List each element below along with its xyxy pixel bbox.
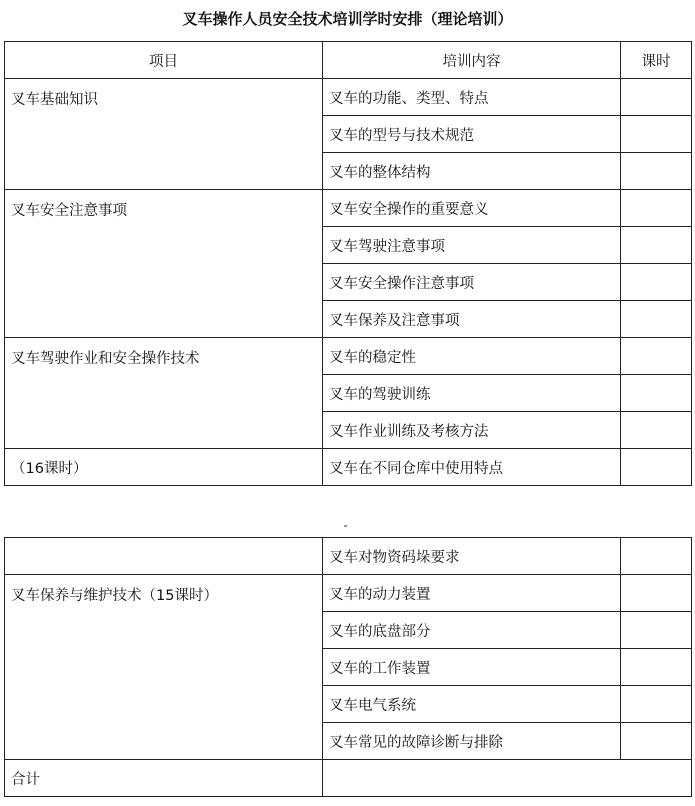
hours-cell [621, 723, 692, 760]
content-cell: 叉车对物资码垛要求 [323, 538, 621, 575]
content-cell: 叉车作业训练及考核方法 [323, 412, 621, 449]
hours-cell [621, 575, 692, 612]
content-cell: 叉车的整体结构 [323, 153, 621, 190]
total-row [5, 760, 692, 797]
header-hours: 课时 [621, 42, 692, 79]
table-row [5, 538, 692, 575]
content-cell: 叉车驾驶注意事项 [323, 227, 621, 264]
hours-cell [621, 375, 692, 412]
content-cell: 叉车安全操作的重要意义 [323, 190, 621, 227]
content-cell: 叉车电气系统 [323, 686, 621, 723]
project-cell-maintenance: 叉车保养与维护技术（15课时） [5, 575, 323, 760]
total-label: 合计 [5, 760, 323, 797]
hours-cell [621, 338, 692, 375]
page-break-mark [344, 525, 347, 527]
content-cell: 叉车的型号与技术规范 [323, 116, 621, 153]
project-cell-driving: 叉车驾驶作业和安全操作技术 [5, 338, 323, 449]
training-schedule-table-part2 [4, 537, 692, 797]
content-cell: 叉车安全操作注意事项 [323, 264, 621, 301]
hours-cell [621, 116, 692, 153]
table-row [5, 79, 692, 116]
table-row [5, 575, 692, 612]
content-cell: 叉车的驾驶训练 [323, 375, 621, 412]
hours-cell [621, 649, 692, 686]
hours-cell [621, 612, 692, 649]
header-project: 项目 [5, 42, 323, 79]
content-cell: 叉车的稳定性 [323, 338, 621, 375]
total-value [323, 760, 692, 797]
hours-cell [621, 79, 692, 116]
hours-cell [621, 686, 692, 723]
content-cell: 叉车常见的故障诊断与排除 [323, 723, 621, 760]
hours-cell [621, 227, 692, 264]
hours-cell [621, 538, 692, 575]
document-title: 叉车操作人员安全技术培训学时安排（理论培训） [182, 10, 513, 28]
content-cell: 叉车的动力装置 [323, 575, 621, 612]
table-row [5, 190, 692, 227]
hours-cell [621, 190, 692, 227]
hours-cell [621, 264, 692, 301]
training-schedule-table-part1 [4, 41, 692, 486]
project-cell-safety: 叉车安全注意事项 [5, 190, 323, 338]
content-cell: 叉车的底盘部分 [323, 612, 621, 649]
content-cell: 叉车在不同仓库中使用特点 [323, 449, 621, 486]
hours-cell [621, 449, 692, 486]
header-content: 培训内容 [323, 42, 621, 79]
hours-cell [621, 412, 692, 449]
content-cell: 叉车的功能、类型、特点 [323, 79, 621, 116]
table-row [5, 449, 692, 486]
content-cell: 叉车的工作装置 [323, 649, 621, 686]
project-cell-driving-hours: （16课时） [5, 449, 323, 486]
project-cell-continued [5, 538, 323, 575]
project-cell-basics: 叉车基础知识 [5, 79, 323, 190]
table-row [5, 338, 692, 375]
hours-cell [621, 301, 692, 338]
header-row [5, 42, 692, 79]
content-cell: 叉车保养及注意事项 [323, 301, 621, 338]
hours-cell [621, 153, 692, 190]
